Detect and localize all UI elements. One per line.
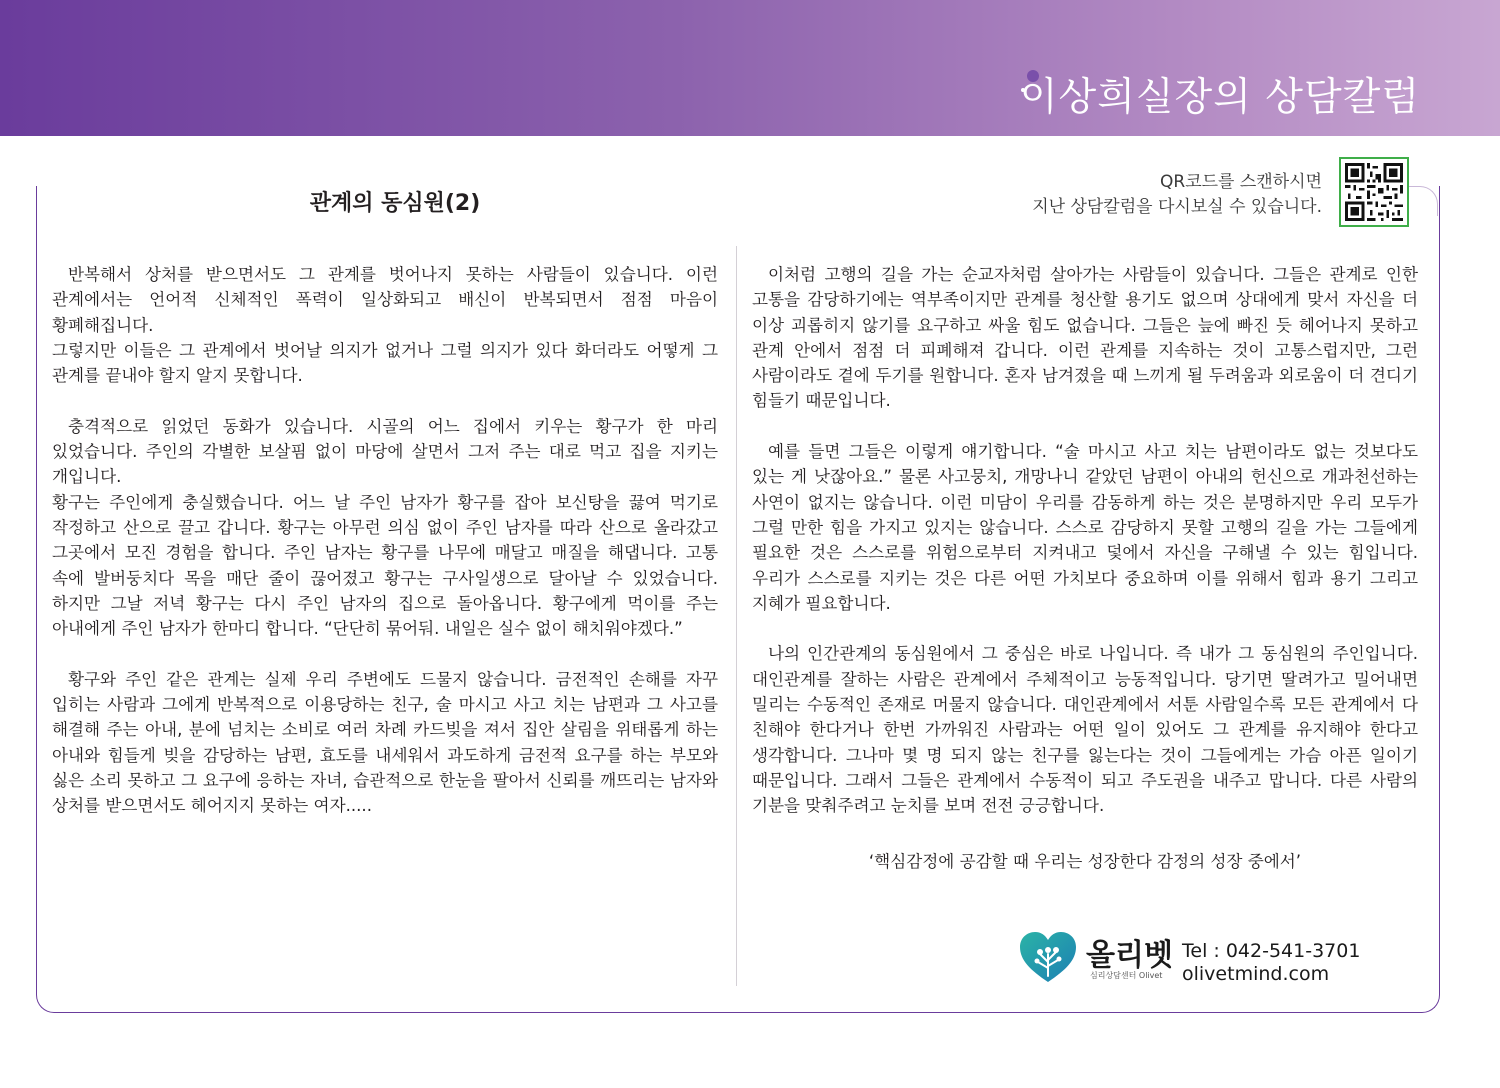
right-column [752,262,1418,819]
olivet-heart-tree-logo-icon [1018,930,1078,984]
paragraph: 예를 들면 그들은 이렇게 얘기합니다. “술 마시고 사고 치는 남편이라도 없는 것보다도 있는 게 낫잖아요.” 물론 사고뭉치, 개망나니 같았던 남편이 아내의 헌신으로 개과천선하는 사연이 없지는 않습니다. 이런 미담이 우리를 감동하게 하는 것은 분명하지만 우리 모두가 그럴 만한 힘을 가지고 있지는 않습니다. 스스로 감당하지 못할 고행의 길을 가는 그들에게 필요한 것은 스스로를 위험으로부터 지켜내고 덫에서 자신을 구해낼 수 있는 힘입니다. 우리가 스스로를 지키는 것은 다른 어떤 가치보다 중요하며 이를 위해서 힘과 용기 그리고 지혜가 필요합니다. [752,442,1418,613]
paragraph: 충격적으로 읽었던 동화가 있습니다. 시골의 어느 집에서 키우는 황구가 한 마리 있었습니다. 주인의 각별한 보살핌 없이 마당에 살면서 그저 주는 대로 먹고 집을 지키는 개입니다. [52,416,718,487]
qr-code-icon [1345,163,1403,221]
source-quote: ‘핵심감정에 공감할 때 우리는 성장한다 감정의 성장 중에서’ [868,852,1302,871]
paragraph: 그렇지만 이들은 그 관계에서 벗어날 의지가 없거나 그럴 의지가 있다 화더라도 어떻게 그 관계를 끝내야 할지 알지 못합니다. [52,340,718,386]
website-link[interactable]: olivetmind.com [1182,963,1330,985]
qr-code[interactable] [1339,157,1409,227]
left-column [52,262,718,819]
qr-note-line2: 지난 상담칼럼을 다시보실 수 있습니다. [1032,197,1322,217]
paragraph: 나의 인간관계의 동심원에서 그 중심은 바로 나입니다. 즉 내가 그 동심원의 주인입니다. 대인관계를 잘하는 사람은 관계에서 주체적이고 능동적입니다. 당기면 딸려가고 밀어내면 밀리는 수동적인 존재로 머물지 않습니다. 대인관계에서 서툰 사람일수록 모든 관계에서 다 친해야 한다거나 한번 가까워진 사람과는 어떤 일이 있어도 그 관계를 유지해야 한다고 생각합니다. 그나마 몇 명 되지 않는 친구를 잃는다는 것이 그들에게는 가슴 아픈 일이기 때문입니다. 그래서 그들은 관계에서 수동적이 되고 주도권을 내주고 맙니다. 다른 사람의 기분을 맞춰주려고 눈치를 보며 전전 긍긍합니다. [752,644,1418,816]
article-title: 관계의 동심원(2) [309,191,481,216]
brand-name: 올리벳 [1086,938,1173,973]
phone-number: Tel : 042-541-3701 [1182,940,1361,962]
qr-note [1032,170,1322,220]
paragraph: 황구는 주인에게 충실했습니다. 어느 날 주인 남자가 황구를 잡아 보신탕을 끓여 먹기로 작정하고 산으로 끌고 갑니다. 황구는 아무런 의심 없이 주인 남자를 따라 산으로 올라갔고 그곳에서 모진 경험을 합니다. 주인 남자는 황구를 나무에 매달고 매질을 해댑니다. 고통 속에 발버둥치다 목을 매단 줄이 끊어졌고 황구는 구사일생으로 달아날 수 있었습니다. 하지만 그날 저녁 황구는 다시 주인 남자의 집으로 돌아옵니다. 황구에게 먹이를 주는 아내에게 주인 남자가 한마디 합니다. “단단히 묶어둬. 내일은 실수 없이 해치워야겠다.” [52,492,718,639]
paragraph: 이처럼 고행의 길을 가는 순교자처럼 살아가는 사람들이 있습니다. 그들은 관계로 인한 고통을 감당하기에는 역부족이지만 관계를 청산할 용기도 없으며 상대에게 맞서 자신을 더 이상 괴롭히지 않기를 요구하고 싸울 힘도 없습니다. 그들은 늪에 빠진 듯 헤어나지 못하고 관계 안에서 점점 더 피폐해져 갑니다. 이런 관계를 지속하는 것이 고통스럽지만, 그런 사람이라도 곁에 두기를 원합니다. 혼자 남겨졌을 때 느끼게 될 두려움과 외로움이 더 견디기 힘들기 때문입니다. [752,265,1418,411]
paragraph: 반복해서 상처를 받으면서도 그 관계를 벗어나지 못하는 사람들이 있습니다. 이런 관계에서는 언어적 신체적인 폭력이 일상화되고 배신이 반복되면서 점점 마음이 황폐해집니다. [52,265,718,335]
header-banner [0,0,1500,136]
column-divider [736,246,737,986]
paragraph: 황구와 주인 같은 관계는 실제 우리 주변에도 드물지 않습니다. 금전적인 손해를 자꾸 입히는 사람과 그에게 반복적으로 이용당하는 친구, 술 마시고 사고 치는 남편과 그 사고를 해결해 주는 아내, 분에 넘치는 소비로 여러 차례 카드빚을 져서 집안 살림을 위태롭게 하는 아내와 힘들게 빚을 감당하는 남편, 효도를 내세워서 과도하게 금전적 요구를 하는 부모와 싫은 소리 못하고 그 요구에 응하는 자녀, 습관적으로 한눈을 팔아서 신뢰를 깨뜨리는 남자와 상처를 받으면서도 헤어지지 못하는 여자..... [52,669,718,816]
qr-note-line1: QR코드를 스캔하시면 [1160,172,1322,192]
brand-subtitle: 심리상담센터 Olivet [1090,971,1163,980]
column-series-title: 이상희실장의 상담칼럼 [1019,75,1420,120]
contact-info [1182,940,1360,986]
